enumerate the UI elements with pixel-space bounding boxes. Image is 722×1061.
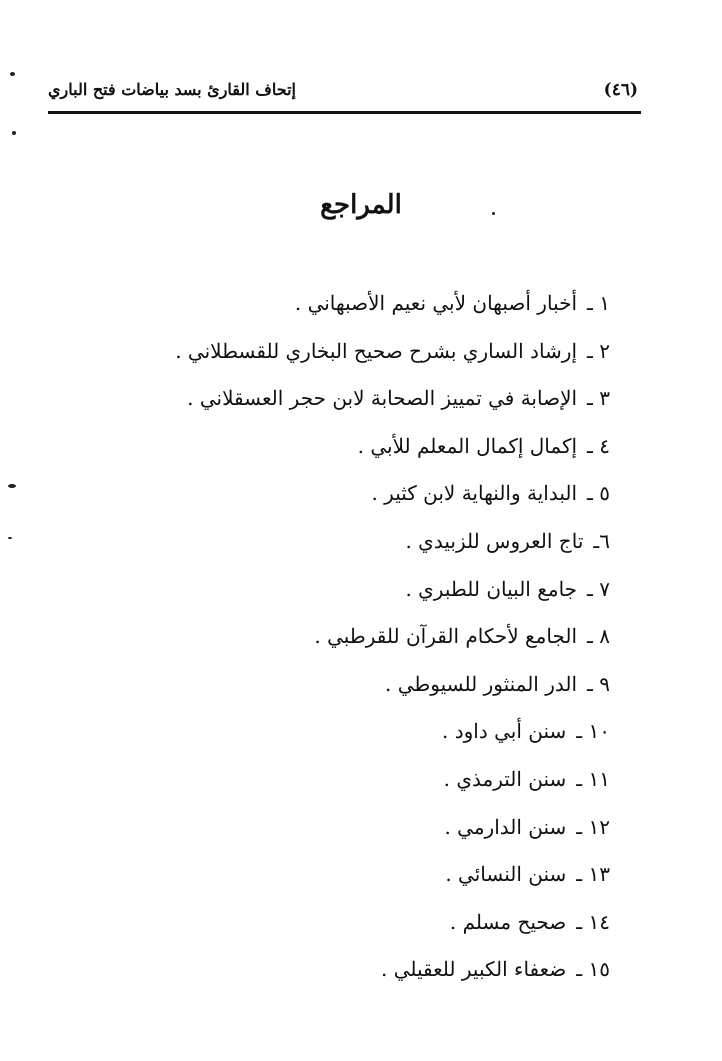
reference-number: ١٤ ـ <box>576 909 610 934</box>
running-header <box>48 78 640 110</box>
reference-number: ٢ ـ <box>587 338 610 363</box>
reference-item <box>50 283 610 331</box>
scan-speck <box>10 72 15 76</box>
reference-text: إرشاد الساري بشرح صحيح البخاري للقسطلاني . <box>175 338 578 363</box>
reference-number: ٥ ـ <box>587 481 610 506</box>
reference-number: ٨ ـ <box>587 624 610 649</box>
reference-text: سنن أبي داود . <box>442 719 567 744</box>
reference-text: صحيح مسلم . <box>449 909 567 934</box>
section-title: المراجع <box>320 190 402 220</box>
reference-item <box>50 426 610 474</box>
reference-text: الإصابة في تمييز الصحابة لابن حجر العسقلاني . <box>187 386 578 411</box>
page-number: (٤٦) <box>603 80 638 100</box>
reference-item <box>50 521 610 569</box>
reference-number: ١ ـ <box>587 291 610 315</box>
reference-text: تاج العروس للزبيدي . <box>405 528 584 553</box>
reference-text: البداية والنهاية لابن كثير . <box>371 481 578 506</box>
scan-speck <box>8 484 16 488</box>
reference-item <box>50 949 610 997</box>
reference-item <box>50 807 610 855</box>
scan-speck <box>8 537 12 539</box>
reference-text: جامع البيان للطبري . <box>405 576 578 601</box>
reference-number: ١٠ ـ <box>576 719 610 744</box>
reference-number: ١٣ ـ <box>576 862 610 887</box>
reference-number: ٣ ـ <box>587 386 610 411</box>
reference-number: ١٥ ـ <box>576 957 610 982</box>
reference-item <box>50 616 610 664</box>
reference-item <box>50 473 610 521</box>
reference-text: سنن النسائي . <box>445 862 567 887</box>
reference-item <box>50 331 610 379</box>
reference-text: إكمال إكمال المعلم للأبي . <box>357 433 578 458</box>
header-rule <box>48 111 641 114</box>
reference-text: سنن الدارمي . <box>444 814 567 839</box>
reference-number: ٤ ـ <box>587 433 610 458</box>
reference-number: ٧ ـ <box>587 576 610 601</box>
reference-number: ٦ـ <box>593 528 610 553</box>
reference-text: سنن الترمذي . <box>443 766 567 791</box>
reference-item <box>50 759 610 807</box>
scan-speck <box>492 212 495 215</box>
reference-text: ضعفاء الكبير للعقيلي . <box>381 957 567 982</box>
reference-text: أخبار أصبهان لأبي نعيم الأصبهاني . <box>294 291 578 315</box>
scan-speck <box>12 131 16 135</box>
book-title: إتحاف القارئ بسد بياضات فتح الباري <box>48 80 296 99</box>
reference-item <box>50 664 610 712</box>
references-list <box>50 283 610 997</box>
reference-text: الدر المنثور للسيوطي . <box>385 671 578 696</box>
reference-item <box>50 854 610 902</box>
reference-number: ٩ ـ <box>587 671 610 696</box>
reference-text: الجامع لأحكام القرآن للقرطبي . <box>314 624 578 649</box>
reference-number: ١١ ـ <box>576 766 610 791</box>
reference-item <box>50 378 610 426</box>
reference-item <box>50 711 610 759</box>
reference-item <box>50 569 610 617</box>
reference-number: ١٢ ـ <box>576 814 610 839</box>
reference-item <box>50 902 610 950</box>
